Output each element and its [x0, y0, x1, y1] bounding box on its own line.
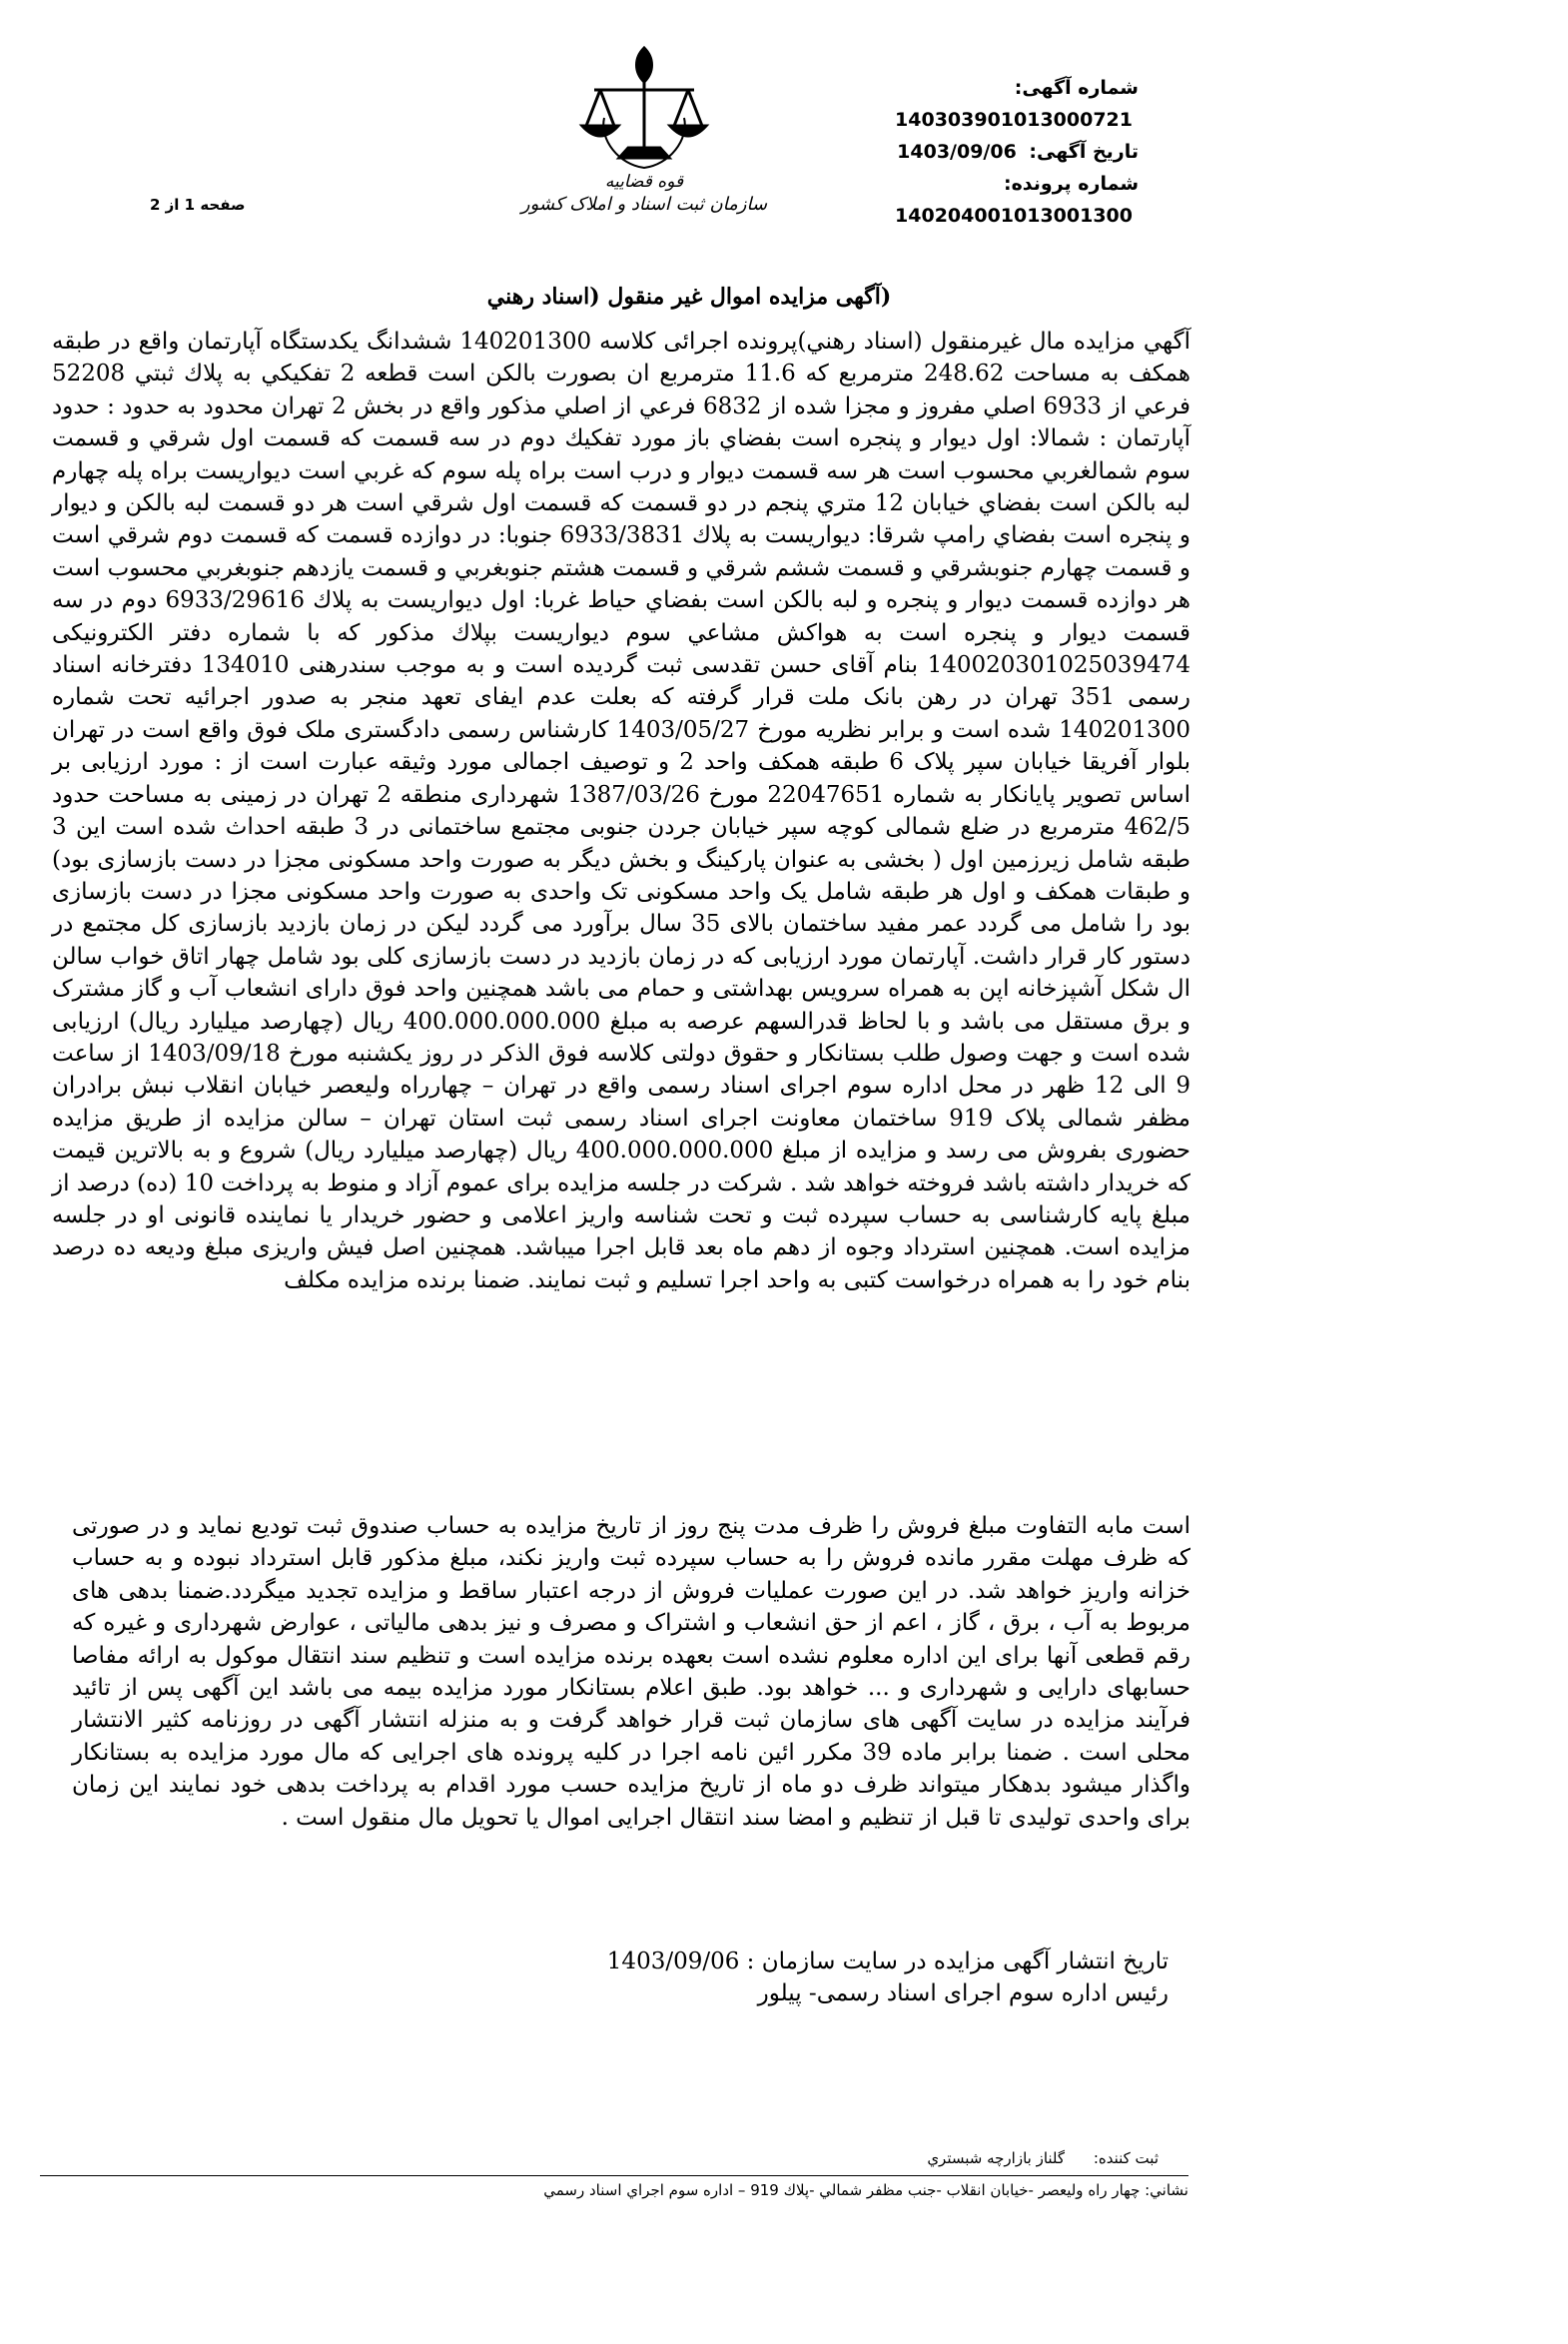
judiciary-emblem — [519, 30, 769, 260]
notice-date-label: تاریخ آگهی: — [1029, 141, 1139, 163]
registrar-row — [40, 2147, 1159, 2169]
signature-line: رئیس اداره سوم اجرای اسناد رسمی- پیلور — [757, 1980, 1169, 2006]
page-number: صفحه 1 از 2 — [150, 196, 246, 214]
document-title: (آگهی مزایده اموال غیر منقول (اسناد رهني — [486, 284, 892, 310]
body-paragraph-2: است مابه التفاوت مبلغ فروش را ظرف مدت پنج روز از تاریخ مزایده به حساب صندوق ثبت تودیع نماید و در صورتی که ظرف مهلت مقرر مانده فروش را به حساب سپرده ثبت واریز نکند، مبلغ مذکور قابل استرداد نبوده و به حساب خزانه واریز خواهد شد. در این صورت عملیات فروش از درجه اعتبار ساقط و مزایده تجدید میگردد.ضمنا بدهی های مربوط به آب ، برق ، گاز ، اعم از حق انشعاب و اشتراک و مصرف و نیز بدهی مالیاتی ، عوارض شهرداری و غیره که رقم قطعی آنها برای این اداره معلوم نشده است بعهده برنده مزایده است و تنظیم سند انتقال موکول به ارائه مفاصا حسابهای دارایی و شهرداری و ... خواهد بود. طبق اعلام بستانکار مورد مزایده بیمه می باشد این آگهی پس از تائید فرآیند مزایده در سایت آگهی های سازمان ثبت قرار خواهد گرفت و به منزله انتشار آگهی در روزنامه کثیر الانتشار محلی است . ضمنا برابر ماده 39 مکرر ائین نامه اجرا در کلیه پرونده های اجرایی که مال مورد مزایده به بستانکار واگذار میشود بدهکار میتواند ظرف دو ماه از تاریخ مزایده حسب مورد اقدام به پرداخت بدهی خود نمایند این زمان برای واحدی تولیدی تا قبل از تنظیم و امضا سند انتقال اجرایی اموال یا تحویل مال منقول است . — [72, 1513, 1190, 1831]
scales-of-justice-icon — [564, 30, 724, 180]
file-number: 140204001013001300 — [895, 205, 1133, 227]
notice-date-row — [779, 136, 1139, 168]
footer-address: نشاني: چهار راه وليعصر -خيابان انقلاب -جنب مظفر شمالي -پلاك 919 – اداره سوم اجراي اسناد رسمي — [543, 2181, 1188, 2199]
notice-number-row — [779, 72, 1139, 136]
registrar-label: ثبت کننده: — [1093, 2149, 1159, 2167]
notice-number-label: شماره آگهی: — [1014, 77, 1139, 99]
emblem-caption-org: سازمان ثبت اسناد و املاک کشور — [520, 194, 768, 215]
notice-date: 1403/09/06 — [897, 141, 1017, 163]
file-number-row — [779, 168, 1139, 232]
footer-divider — [40, 2175, 1188, 2176]
body-paragraph-1: آگهي مزايده مال غيرمنقول (اسناد رهني)پرونده اجرائی كلاسه 140201300 ششدانگ يكدستگاه آپارتمان واقع در طبقه همكف به مساحت 248.62 مترمربع كه 11.6 مترمربع ان بصورت بالكن است قطعه 2 تفكيكي به پلاك ثبتي 52208 فرعي از 6933 اصلي مفروز و مجزا شده از 6832 فرعي از اصلي مذكور واقع در بخش 2 تهران محدود به حدود : حدود آپارتمان : شمالا: اول ديوار و پنجره است بفضاي باز مورد تفكيك دوم در سه قسمت كه قسمت اول شرقي و قسمت سوم شمالغربي محسوب است هر سه قسمت ديوار و درب است براه پله سوم كه غربي است ديواريست براه پله چهارم لبه بالكن است بفضاي خيابان 12 متري پنجم در دو قسمت كه قسمت اول شرقي است هر دو قسمت لبه بالكن و ديوار و پنجره است بفضاي رامپ شرقا: ديواريست به پلاك 6933/3831 جنوبا: در دوازده قسمت كه قسمت دوم شرقي است و قسمت چهارم جنوبشرقي و قسمت ششم شرقي و قسمت هشتم جنوبغربي و قسمت يازدهم جنوبغربي محسوب است هر دوازده قسمت ديوار و پنجره و لبه بالكن است بفضاي حياط غربا: اول ديواريست به پلاك 6933/29616 دوم در سه قسمت ديوار و پنجره است به هواكش مشاعي سوم ديواريست بپلاك مذكور كه با شماره دفتر الكترونيكی 140020301025039474 بنام آقای حسن تقدسی ثبت گردیده است و به موجب سندرهنی 134010 دفترخانه اسناد رسمی 351 تهران در رهن بانک ملت قرار گرفته که بعلت عدم ایفای تعهد منجر به صدور اجرائیه تحت شماره 140201300 شده است و برابر نظریه مورخ 1403/05/27 کارشناس رسمی دادگستری ملک فوق واقع است در تهران بلوار آفریقا خیابان سپر پلاک 6 طبقه همکف واحد 2 و توصیف اجمالی مورد وثیقه عبارت است از : مورد ارزیابی بر اساس تصویر پایانکار به شماره 22047651 مورخ 1387/03/26 شهرداری منطقه 2 تهران در زمینی به مساحت حدود 462/5 مترمربع در ضلع شمالی کوچه سپر خیابان جردن جنوبی مجتمع ساختمانی در 3 طبقه احداث شده است این 3 طبقه شامل زیرزمین اول ( بخشی به عنوان پارکینگ و بخش دیگر به صورت واحد مسکونی مجزا در دست بازسازی بود) و طبقات همکف و اول هر طبقه شامل یک واحد مسکونی تک واحدی به صورت واحد مسکونی مجزا در دست بازسازی بود را شامل می گردد عمر مفید ساختمان بالای 35 سال برآورد می گردد لیکن در زمان بازدید بازسازی کل مجتمع در دستور کار قرار داشت. آپارتمان مورد ارزیابی که در زمان بازدید در دست بازسازی کلی بود شامل چهار اتاق خواب سالن ال شکل آشپزخانه اپن به همراه سرویس بهداشتی و حمام می باشد همچنین واحد فوق دارای انشعاب آب و گاز مشترک و برق مستقل می باشد و با لحاظ قدرالسهم عرصه به مبلغ 400.000.000.000 ریال (چهارصد میلیارد ریال) ارزیابی شده است و جهت وصول طلب بستانکار و حقوق دولتی کلاسه فوق الذکر در روز یکشنبه مورخ 1403/09/18 از ساعت 9 الی 12 ظهر در محل اداره سوم اجرای اسناد رسمی واقع در تهران – چهارراه ولیعصر خیابان انقلاب نبش برادران مظفر شمالی پلاک 919 ساختمان معاونت اجرای اسناد رسمی ثبت استان تهران – سالن مزایده از طریق مزایده حضوری بفروش می رسد و مزایده از مبلغ 400.000.000.000 ریال (چهارصد میلیارد ریال) شروع و به بالاترین قیمت که خریدار داشته باشد فروخته خواهد شد . شرکت در جلسه مزایده برای عموم آزاد و منوط به پرداخت 10 (ده) درصد از مبلغ پایه کارشناسی به حساب سپرده ثبت و تحت شناسه واریز اعلامی و حضور خریدار یا نماینده قانونی او در جلسه مزایده است. همچنین استرداد وجوه از دهم ماه بعد قابل اجرا میباشد. همچنین اصل فیش واریزی مبلغ ودیعه ده درصد بنام خود را به همراه درخواست کتبی به واحد اجرا تسلیم و ثبت نمایند. ضمنا برنده مزایده مکلف — [52, 329, 1191, 1293]
notice-meta — [779, 72, 1139, 232]
publish-date-line: تاریخ انتشار آگهی مزایده در سایت سازمان : 1403/09/06 — [606, 1949, 1169, 1974]
registrar-name: گلناز بازارچه شبستري — [927, 2149, 1066, 2167]
file-number-label: شماره پرونده: — [1003, 173, 1139, 195]
notice-number: 140303901013000721 — [895, 109, 1133, 131]
emblem-caption-judiciary: قوه قضاییه — [604, 172, 684, 192]
